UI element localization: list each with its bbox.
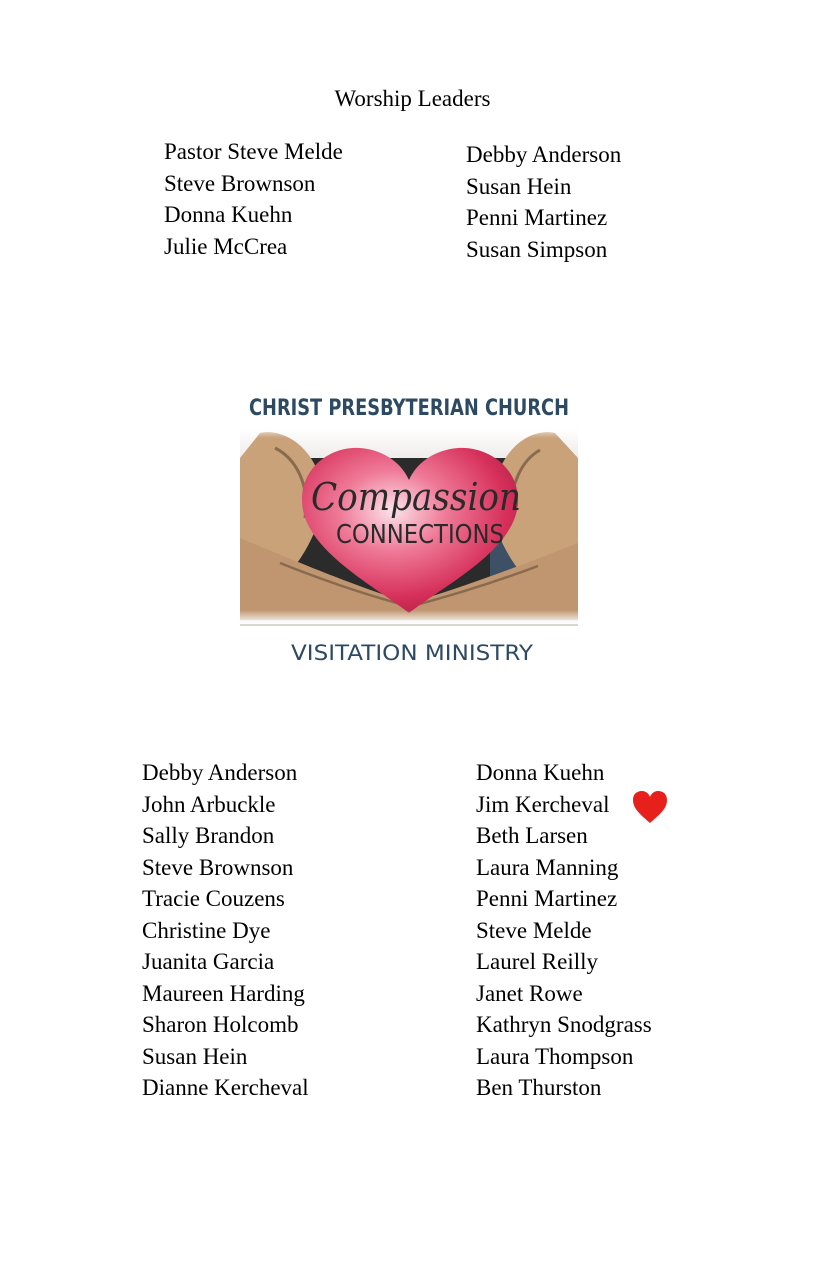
list-item: Christine Dye	[142, 917, 271, 943]
list-item: John Arbuckle	[142, 791, 276, 817]
list-item: Penni Martinez	[466, 205, 608, 231]
list-item: Juanita Garcia	[142, 949, 275, 974]
list-item: Laura Manning	[476, 854, 619, 880]
list-item: Laurel Reilly	[476, 949, 598, 974]
logo-script-text: Compassion	[311, 475, 521, 519]
list-item: Steve Brownson	[164, 170, 316, 196]
list-item: Sharon Holcomb	[142, 1012, 299, 1037]
list-item: Janet Rowe	[476, 980, 583, 1006]
list-item: Laura Thompson	[476, 1043, 634, 1069]
list-item: Donna Kuehn	[476, 760, 605, 785]
list-item: Tracie Couzens	[142, 886, 285, 911]
list-item: Julie McCrea	[164, 233, 288, 259]
list-item: Susan Hein	[466, 173, 572, 199]
logo-bottom-text: VISITATION MINISTRY	[291, 641, 534, 665]
list-item: Debby Anderson	[466, 142, 622, 167]
list-item: Pastor Steve Melde	[164, 139, 343, 164]
list-item: Susan Simpson	[466, 236, 608, 262]
ministry-members-right-list	[476, 757, 652, 1104]
list-item: Steve Melde	[476, 917, 592, 943]
list-item: Steve Brownson	[142, 854, 294, 880]
list-item: Sally Brandon	[142, 823, 275, 848]
list-item: Ben Thurston	[476, 1075, 602, 1100]
list-item: Jim Kercheval	[476, 791, 610, 817]
list-item: Penni Martinez	[476, 886, 618, 911]
heart-icon	[632, 790, 668, 824]
page-title: Worship Leaders	[334, 86, 491, 111]
ministry-members-left-list	[142, 757, 309, 1104]
worship-leaders-left-list	[164, 136, 343, 262]
list-item: Debby Anderson	[142, 760, 298, 785]
list-item: Kathryn Snodgrass	[476, 1012, 652, 1037]
list-item: Maureen Harding	[142, 980, 305, 1006]
worship-leaders-right-list	[466, 139, 621, 265]
list-item: Dianne Kercheval	[142, 1075, 309, 1100]
logo-top-text: CHRIST PRESBYTERIAN CHURCH	[249, 396, 569, 421]
list-item: Beth Larsen	[476, 823, 588, 848]
list-item: Donna Kuehn	[164, 202, 293, 228]
compassion-connections-logo	[240, 388, 578, 668]
logo-connections-text: CONNECTIONS	[336, 520, 504, 550]
list-item: Susan Hein	[142, 1043, 248, 1069]
